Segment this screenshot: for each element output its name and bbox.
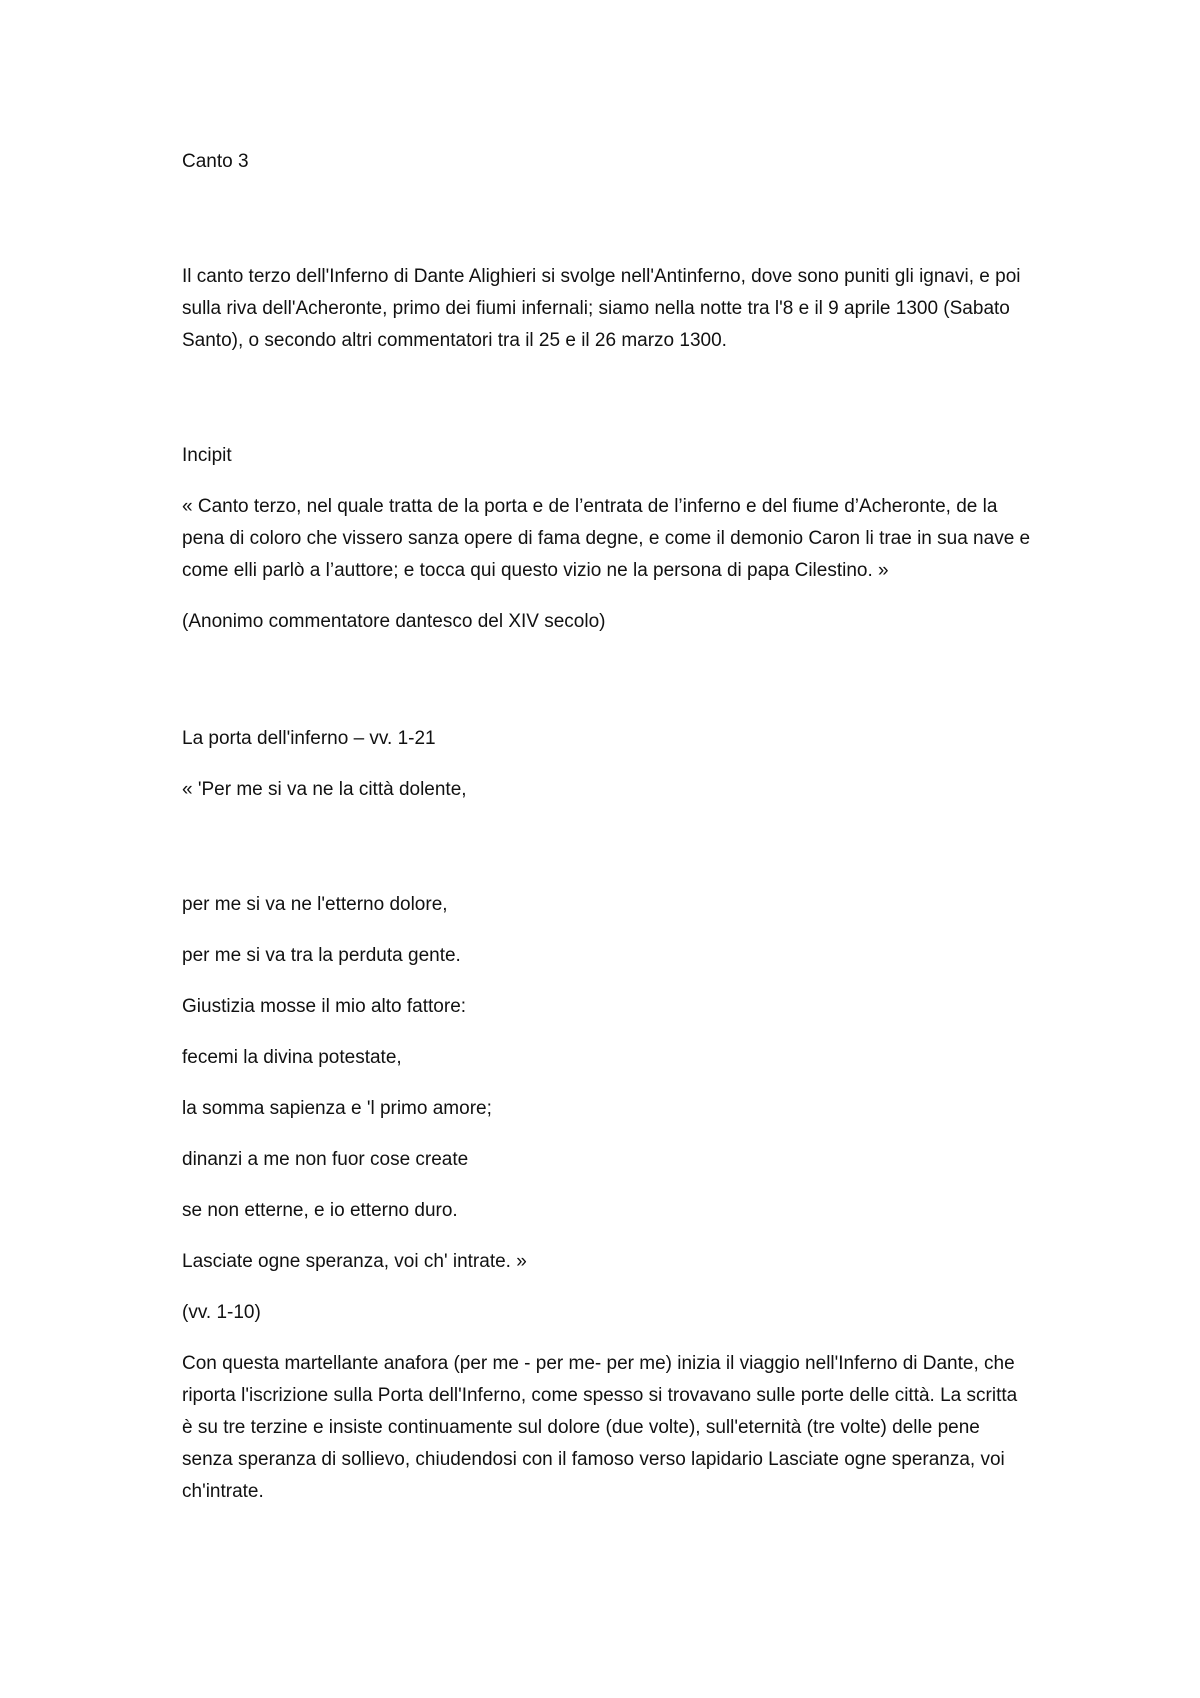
commentary-paragraph: Con questa martellante anafora (per me - per me- per me) inizia il viaggio nell'Inferno di Dante, che riporta l'iscrizione sulla Porta dell'Inferno, come spesso si trovavano sulle porte delle città. La scritta è su tre terzine e insiste continuamente sul dolore (due volte), sull'eternità (tre volte) delle pene senza speranza di sollievo, chiudendosi con il famoso verso lapidario Lasciate ogne speranza, voi ch'intrate. xyxy=(182,1353,1018,1502)
verse-line: per me si va ne l'etterno dolore, xyxy=(182,894,448,915)
verse-line: Giustizia mosse il mio alto fattore: xyxy=(182,996,467,1017)
incipit-attribution: (Anonimo commentatore dantesco del XIV secolo) xyxy=(182,611,606,632)
incipit-heading: Incipit xyxy=(182,445,232,466)
document-body xyxy=(182,146,1032,1508)
verse-line: Lasciate ogne speranza, voi ch' intrate. » xyxy=(182,1251,527,1272)
section-title: La porta dell'inferno – vv. 1-21 xyxy=(182,728,436,749)
incipit-quote: « Canto terzo, nel quale tratta de la porta e de l’entrata de l’inferno e del fiume d’Acheronte, de la pena di coloro che vissero sanza opere di fama degne, e come il demonio Caron li trae in sua nave e come elli parlò a l’auttore; e tocca qui questo vizio ne la persona di papa Cilestino. » xyxy=(182,496,1031,581)
verse-line: se non etterne, e io etterno duro. xyxy=(182,1200,458,1221)
verse-reference: (vv. 1-10) xyxy=(182,1302,261,1323)
verse-line: fecemi la divina potestate, xyxy=(182,1047,402,1068)
intro-paragraph: Il canto terzo dell'Inferno di Dante Alighieri si svolge nell'Antinferno, dove sono puniti gli ignavi, e poi sulla riva dell'Acheronte, primo dei fiumi infernali; siamo nella notte tra l'8 e il 9 aprile 1300 (Sabato Santo), o secondo altri commentatori tra il 25 e il 26 marzo 1300. xyxy=(182,266,1021,351)
verse-line: « 'Per me si va ne la città dolente, xyxy=(182,779,467,800)
verse-line: la somma sapienza e 'l primo amore; xyxy=(182,1098,492,1119)
verse-line: per me si va tra la perduta gente. xyxy=(182,945,461,966)
verse-line: dinanzi a me non fuor cose create xyxy=(182,1149,469,1170)
canto-title: Canto 3 xyxy=(182,151,249,172)
